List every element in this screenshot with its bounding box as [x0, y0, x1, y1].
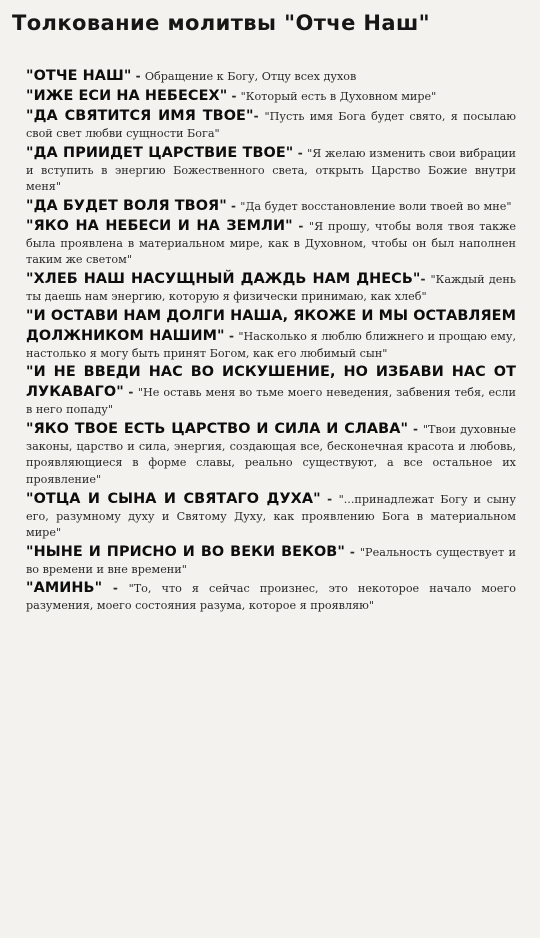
prayer-phrase: "АМИНЬ": [26, 580, 103, 597]
prayer-entry: [26, 419, 530, 489]
prayer-phrase: "ЯКО НА НЕБЕСИ И НА ЗЕМЛИ": [26, 217, 293, 234]
separator-dash: -: [408, 421, 423, 436]
separator-dash: -: [320, 491, 339, 506]
phrase-explanation: "...принадлежат Богу и сыну его, разумному духу и Святому Духу, как проявлению Бога в материальном мире": [26, 492, 516, 540]
phrase-explanation: "Я прошу, чтобы воля твоя также была проявлена в материальном мире, как в Духовном, чтобы он был наполнен таким же светом": [26, 219, 516, 267]
prayer-entry: [26, 143, 530, 196]
separator-dash: -: [420, 271, 431, 286]
separator-dash: -: [131, 69, 145, 83]
separator-dash: -: [293, 145, 308, 160]
phrase-explanation: "Каждый день ты даешь нам энергию, которую я физически принимаю, как хлеб": [26, 272, 516, 303]
prayer-entry: [26, 362, 530, 419]
separator-dash: -: [227, 89, 241, 103]
separator-dash: -: [123, 385, 138, 400]
phrase-explanation: "Я желаю изменить свои вибрации и вступить в энергию Божественного света, открыть Царство Божие внутри меня": [26, 146, 516, 194]
prayer-entry: [26, 542, 530, 579]
prayer-phrase: "ДА СВЯТИТСЯ ИМЯ ТВОЕ": [26, 108, 254, 124]
prayer-entry: [26, 196, 530, 216]
prayer-entry: [26, 216, 530, 269]
phrase-explanation: Обращение к Богу, Отцу всех духов: [144, 70, 357, 83]
prayer-entry: [26, 66, 530, 86]
prayer-phrase: "И НЕ ВВЕДИ НАС ВО ИСКУШЕНИЕ, НО ИЗБАВИ НАС ОТ ЛУКАВАГО": [26, 364, 516, 401]
separator-dash: -: [292, 218, 309, 233]
phrase-explanation: "Да будет восстановление воли твоей во мне": [240, 199, 512, 213]
page-title: Толкование молитвы "Отче Наш": [12, 11, 431, 35]
prayer-interpretation-list: [12, 66, 530, 615]
prayer-phrase: "ХЛЕБ НАШ НАСУЩНЫЙ ДАЖДЬ НАМ ДНЕСЬ": [26, 270, 421, 287]
phrase-explanation: "Твои духовные законы, царство и сила, энергия, создающая все, бесконечная красота и любовь, проявляющиеся в форме славы, реально существуют, а все остальное их проявление": [26, 422, 517, 486]
phrase-explanation: "Который есть в Духовном мире": [240, 90, 437, 103]
prayer-entry: [26, 489, 530, 542]
prayer-phrase: "И ОСТАВИ НАМ ДОЛГИ НАША, ЯКОЖЕ И МЫ ОСТАВЛЯЕМ ДОЛЖНИКОМ НАШИМ": [26, 307, 516, 344]
phrase-explanation: "То, что я сейчас произнес, это некоторое начало моего разумения, моего состояния разума, которое я проявляю": [26, 582, 516, 613]
phrase-explanation: "Реальность существует и во времени и вне времени": [26, 545, 516, 576]
separator-dash: -: [344, 544, 360, 559]
prayer-entry: [26, 269, 530, 306]
prayer-phrase: "ИЖЕ ЕСИ НА НЕБЕСЕХ": [26, 88, 228, 104]
prayer-entry: [26, 86, 530, 106]
prayer-phrase: "ОТЦА И СЫНА И СВЯТАГО ДУХА": [26, 490, 321, 507]
prayer-phrase: "ЯКО ТВОЕ ЕСТЬ ЦАРСТВО И СИЛА И СЛАВА": [26, 420, 409, 437]
prayer-entry: [26, 106, 530, 143]
prayer-phrase: "ОТЧЕ НАШ": [26, 68, 132, 84]
prayer-phrase: "ДА ПРИИДЕТ ЦАРСТВИЕ ТВОЕ": [26, 144, 294, 161]
phrase-explanation: "Не оставь меня во тьме моего неведения, забвения тебя, если в него попаду": [26, 386, 516, 417]
separator-dash: -: [226, 198, 241, 213]
separator-dash: -: [253, 109, 265, 123]
phrase-explanation: "Пусть имя Бога будет свято, я посылаю свой свет любви сущности Бога": [26, 110, 516, 140]
phrase-explanation: "Насколько я люблю ближнего и прощаю ему, настолько я могу быть принят Богом, как его любимый сын": [26, 329, 516, 360]
prayer-phrase: "НЫНЕ И ПРИСНО И ВО ВЕКИ ВЕКОВ": [26, 543, 345, 560]
prayer-phrase: "ДА БУДЕТ ВОЛЯ ТВОЯ": [26, 197, 227, 214]
prayer-entry: [26, 306, 530, 363]
separator-dash: -: [224, 328, 239, 343]
separator-dash: -: [102, 581, 129, 596]
prayer-entry: [26, 578, 530, 615]
